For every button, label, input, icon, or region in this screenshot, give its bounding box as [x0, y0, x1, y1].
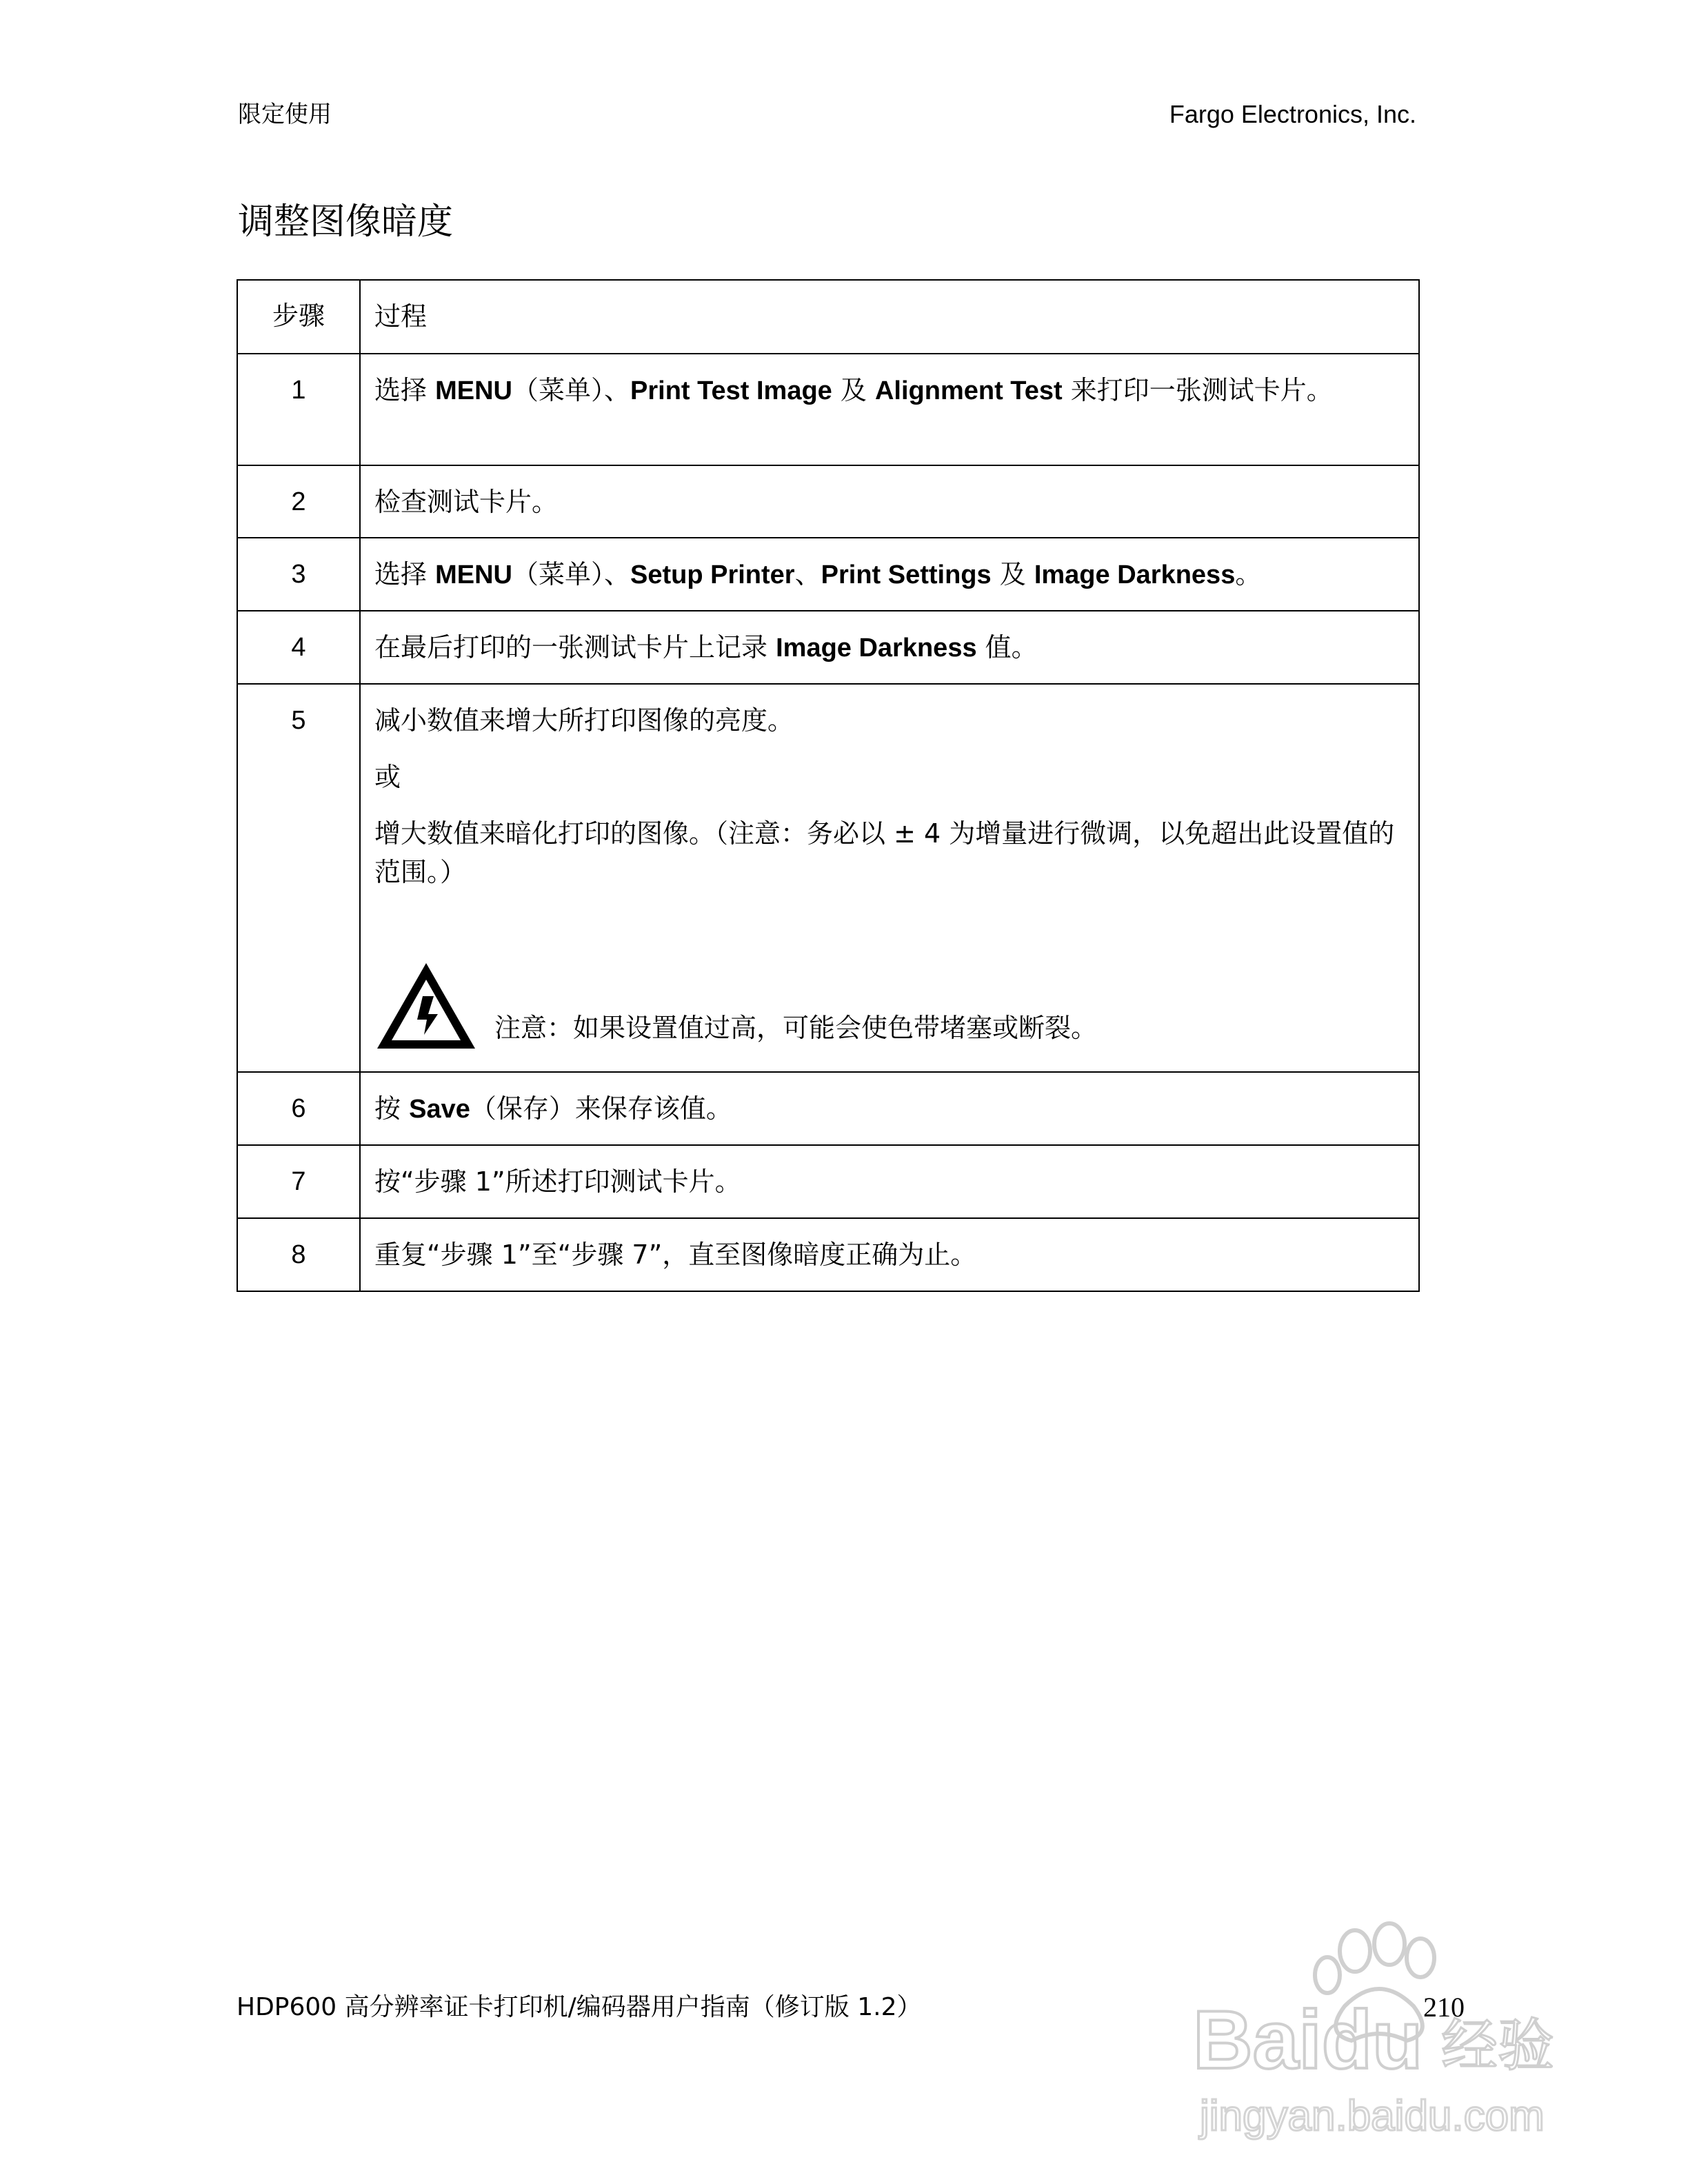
- step-text: 重复“步骤 1”至“步骤 7”，直至图像暗度正确为止。: [360, 1218, 1419, 1291]
- step-number: 5: [237, 684, 360, 1072]
- menu-term: Image Darkness: [1034, 560, 1236, 589]
- text-run: 来打印一张测试卡片。: [1062, 375, 1333, 405]
- column-header-procedure: 过程: [360, 280, 1419, 354]
- text-run: 选择: [374, 375, 436, 405]
- caution-note: [374, 960, 1405, 1051]
- step-number: 6: [237, 1072, 360, 1145]
- table-row: [237, 1145, 1419, 1218]
- menu-term: MENU: [435, 560, 512, 589]
- step-number: 2: [237, 465, 360, 538]
- table-row: [237, 611, 1419, 684]
- table-row: [237, 684, 1419, 1072]
- step-text: 检查测试卡片。: [360, 465, 1419, 538]
- step-text: [360, 1072, 1419, 1145]
- step-paragraph-or: 或: [374, 762, 401, 792]
- step-number: 4: [237, 611, 360, 684]
- text-run: （保存）来保存该值。: [470, 1093, 732, 1124]
- table-row: [237, 1072, 1419, 1145]
- table-row: [237, 1218, 1419, 1291]
- text-run: （菜单）、: [512, 559, 630, 589]
- menu-term: MENU: [435, 376, 512, 405]
- step-number: 8: [237, 1218, 360, 1291]
- caution-text: 注意：如果设置值过高，可能会使色带堵塞或断裂。: [494, 1013, 1098, 1043]
- menu-term: Print Settings: [821, 560, 992, 589]
- step-text: [360, 354, 1419, 465]
- step-text: [360, 684, 1419, 1072]
- menu-term: Image Darkness: [776, 634, 977, 663]
- watermark-brand: Baidu: [1193, 1994, 1423, 2086]
- text-run: 按: [374, 1093, 410, 1124]
- text-run: 在最后打印的一张测试卡片上记录: [374, 632, 776, 663]
- text-run: 。: [1235, 559, 1262, 589]
- watermark-brand-cn: 经验: [1441, 2013, 1555, 2079]
- step-paragraph: 增大数值来暗化打印的图像。（注意：务必以 ± 4 为增量进行微调，以免超出此设置值的范围。）: [374, 818, 1395, 887]
- step-number: 1: [237, 354, 360, 465]
- table-row: [237, 465, 1419, 538]
- button-term: Save: [409, 1095, 470, 1124]
- baidu-watermark: [1179, 1903, 1579, 2165]
- step-paragraph: 减小数值来增大所打印图像的亮度。: [374, 705, 794, 736]
- step-number: 3: [237, 538, 360, 611]
- watermark-url: jingyan.baidu.com: [1200, 2092, 1545, 2140]
- step-text: 按“步骤 1”所述打印测试卡片。: [360, 1145, 1419, 1218]
- text-run: 、: [794, 559, 821, 589]
- header-company-name: Fargo Electronics, Inc.: [1169, 100, 1416, 128]
- procedure-table: [237, 279, 1420, 1292]
- text-run: 选择: [374, 559, 436, 589]
- page-number: 210: [1423, 1992, 1465, 2023]
- page-title: 调整图像暗度: [238, 201, 454, 243]
- menu-term: Setup Printer: [630, 560, 795, 589]
- header-left-label: 限定使用: [238, 101, 332, 128]
- column-header-step: 步骤: [237, 280, 360, 354]
- table-row: [237, 538, 1419, 611]
- table-row: [237, 354, 1419, 465]
- step-text: [360, 611, 1419, 684]
- text-run: 及: [991, 559, 1034, 589]
- step-number: 7: [237, 1145, 360, 1218]
- menu-term: Alignment Test: [874, 376, 1063, 405]
- menu-term: Print Test Image: [630, 376, 832, 405]
- text-run: 值。: [976, 632, 1038, 663]
- table-header-row: [237, 280, 1419, 354]
- footer-document-title: HDP600 高分辨率证卡打印机/编码器用户指南（修订版 1.2）: [237, 1993, 922, 2021]
- step-text: [360, 538, 1419, 611]
- electrical-hazard-icon: [374, 960, 494, 1051]
- text-run: （菜单）、: [512, 375, 630, 405]
- text-run: 及: [832, 375, 875, 405]
